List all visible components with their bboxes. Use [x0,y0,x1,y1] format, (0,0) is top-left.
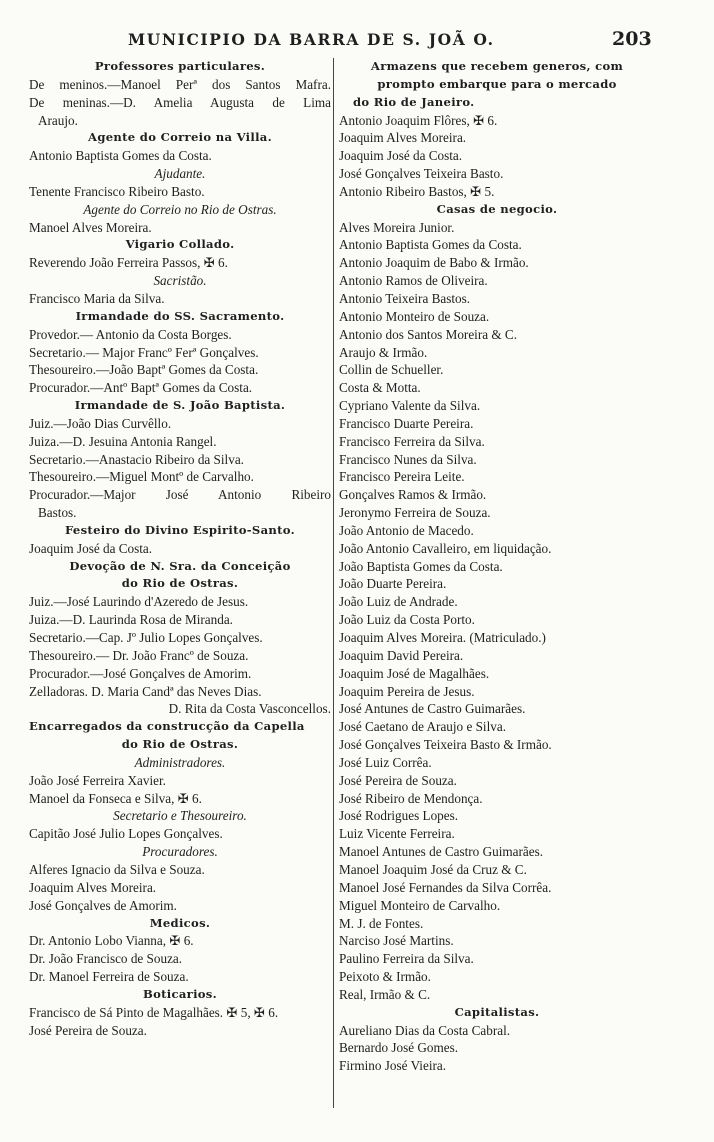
entry-line: José Gonçalves Teixeira Basto & Irmão. [339,737,552,753]
section-heading: Vigario Collado. [125,237,235,252]
subheading: Agente do Correio no Rio de Ostras. [83,201,277,217]
column-divider [333,58,334,1108]
subheading: Sacristão. [153,273,207,289]
entry-line: Antonio dos Santos Moreira & C. [339,326,518,342]
entry-line: Joaquim José de Magalhães. [339,665,490,681]
entry-line: Juiza.—D. Laurinda Rosa de Miranda. [29,612,233,628]
entry-line: Bernardo José Gomes. [339,1040,459,1056]
entry-line: Thesoureiro.—João Baptª Gomes da Costa. [29,362,259,378]
subheading: Secretario e Thesoureiro. [113,808,247,824]
entry-line: Thesoureiro.— Dr. João Francº de Souza. [29,647,249,663]
entry-line: Secretario.—Cap. Jº Julio Lopes Gonçalves. [29,630,263,645]
entry-line: Francisco de Sá Pinto de Magalhães. ✠ 5, ✠ 6. [29,1004,279,1020]
entry-line: Peixoto & Irmão. [339,969,431,985]
section-heading: Agente do Correio na Villa. [88,130,272,145]
entry-line: Antonio Baptista Gomes da Costa. [339,237,522,253]
entry-line: Dr. Manoel Ferreira de Souza. [29,969,189,985]
entry-line: Joaquim José da Costa. [339,148,463,164]
entry-line: José Pereira de Souza. [339,772,457,788]
section-heading: Irmandade do SS. Sacramento. [75,308,285,323]
section-heading: do Rio de Janeiro. [353,94,475,109]
left-column [29,58,331,1039]
entry-line: Capitão José Julio Lopes Gonçalves. [29,826,223,842]
section-heading: Boticarios. [143,986,217,1001]
entry-line: José Gonçalves de Amorim. [29,897,177,913]
section-heading: Casas de negocio. [436,201,558,216]
section-heading: Devoção de N. Sra. da Conceição [69,558,291,573]
entry-line: D. Rita da Costa Vasconcellos. [168,701,331,717]
section-heading: Armazens que recebem generos, com [370,59,624,73]
entry-line: João Luiz de Andrade. [339,594,458,610]
entry-line: Antonio Baptista Gomes da Costa. [29,148,212,164]
entry-line: De meninos.—Manoel Perª dos Santos Mafra. [29,76,331,92]
subheading: Procuradores. [142,844,218,860]
entry-line: Collin de Schueller. [339,362,444,378]
entry-line: Alves Moreira Junior. [339,219,455,235]
entry-line: Antonio Ribeiro Bastos, ✠ 5. [339,183,495,199]
entry-line: Dr. Antonio Lobo Vianna, ✠ 6. [29,933,194,949]
entry-line: José Gonçalves Teixeira Basto. [339,166,504,182]
entry-line: João Duarte Pereira. [339,576,447,592]
entry-line: Juiza.—D. Jesuina Antonia Rangel. [29,433,217,449]
entry-line: Francisco Ferreira da Silva. [339,433,485,449]
entry-line: Joaquim Alves Moreira. [29,879,157,895]
entry-line: Antonio Teixeira Bastos. [339,290,471,306]
entry-line: Real, Irmão & C. [339,986,431,1002]
entry-line: Secretario.—Anastacio Ribeiro da Silva. [29,451,244,467]
subheading: Ajudante. [154,166,206,182]
entry-line: Manoel Antunes de Castro Guimarães. [339,844,543,860]
entry-line: Luiz Vicente Ferreira. [339,826,455,842]
entry-line: Antonio Ramos de Oliveira. [339,273,488,289]
entry-line: Francisco Maria da Silva. [29,290,165,306]
entry-line: João Antonio Cavalleiro, em liquidação. [339,540,552,556]
entry-line: João Antonio de Macedo. [339,522,474,538]
entry-line: Antonio Monteiro de Souza. [339,308,490,324]
entry-line: Francisco Pereira Leite. [339,469,465,485]
entry-line: Francisco Duarte Pereira. [339,415,474,431]
section-heading: Professores particulares. [94,59,266,73]
entry-line: Antonio Joaquim de Babo & Irmão. [339,255,529,271]
section-heading: Festeiro do Divino Espirito-Santo. [65,522,295,537]
entry-line: Manoel José Fernandes da Silva Corrêa. [339,879,552,895]
entry-line: José Luiz Corrêa. [339,754,432,770]
entry-line: Juiz.—João Dias Curvêllo. [29,415,172,431]
entry-line: Miguel Monteiro de Carvalho. [339,897,501,913]
entry-line: Dr. João Francisco de Souza. [29,951,183,967]
entry-line: Procurador.—Antº Baptª Gomes da Costa. [29,380,253,396]
entry-line: João Luiz da Costa Porto. [339,612,475,628]
entry-line: Francisco Nunes da Silva. [339,451,477,467]
entry-line: Cypriano Valente da Silva. [339,398,481,414]
entry-line: José Pereira de Souza. [29,1022,147,1038]
entry-line: Joaquim José da Costa. [29,540,153,556]
section-heading: Capitalistas. [454,1004,540,1019]
entry-line: José Caetano de Araujo e Silva. [339,719,507,735]
entry-line: Joaquim David Pereira. [339,647,464,663]
section-heading: do Rio de Ostras. [121,576,239,591]
entry-line: Juiz.—José Laurindo d'Azeredo de Jesus. [29,594,249,610]
entry-line: Tenente Francisco Ribeiro Basto. [29,183,205,199]
entry-line: Aureliano Dias da Costa Cabral. [339,1022,511,1038]
section-heading: do Rio de Ostras. [121,737,239,752]
section-heading: Encarregados da construcção da Capella [29,719,305,734]
entry-line: José Antunes de Castro Guimarães. [339,701,526,717]
right-column [339,58,655,1075]
running-head: MUNICIPIO DA BARRA DE S. JOÃ O. [128,30,495,49]
entry-line: Antonio Joaquim Flôres, ✠ 6. [339,112,498,128]
entry-line: Araujo & Irmão. [339,344,428,360]
entry-line: Manoel Joaquim José da Cruz & C. [339,861,527,877]
entry-line: João José Ferreira Xavier. [29,772,166,788]
entry-line: Joaquim Alves Moreira. [339,130,467,146]
entry-line: Bastos. [38,505,77,521]
entry-line: João Baptista Gomes da Costa. [339,558,503,574]
entry-line: Costa & Motta. [339,380,421,396]
entry-line: Alferes Ignacio da Silva e Souza. [29,861,205,877]
entry-line: Procurador.—José Gonçalves de Amorim. [29,665,252,681]
entry-line: Zelladoras. D. Maria Candª das Neves Dias. [29,683,262,699]
entry-line: Reverendo João Ferreira Passos, ✠ 6. [29,255,228,271]
entry-line: Paulino Ferreira da Silva. [339,951,474,967]
entry-line: Gonçalves Ramos & Irmão. [339,487,487,503]
entry-line: Provedor.— Antonio da Costa Borges. [29,326,232,342]
entry-line: Secretario.— Major Francº Ferª Gonçalves. [29,344,259,360]
entry-line: José Ribeiro de Mendonça. [339,790,483,806]
entry-line: Joaquim Alves Moreira. (Matriculado.) [339,630,546,645]
section-heading: Irmandade de S. João Baptista. [74,398,286,413]
entry-line: De meninas.—D. Amelia Augusta de Lima [29,94,331,110]
page-number: 203 [612,28,652,50]
entry-line: José Rodrigues Lopes. [339,808,459,824]
entry-line: Joaquim Pereira de Jesus. [339,683,475,699]
entry-line: Procurador.—Major José Antonio Ribeiro [29,487,331,503]
entry-line: Thesoureiro.—Miguel Montº de Carvalho. [29,469,254,485]
entry-line: M. J. de Fontes. [339,915,424,931]
section-heading: Medicos. [149,915,211,930]
entry-line: Manoel da Fonseca e Silva, ✠ 6. [29,790,202,806]
entry-line: Jeronymo Ferreira de Souza. [339,505,491,521]
section-heading: prompto embarque para o mercado [377,76,617,91]
entry-line: Manoel Alves Moreira. [29,219,152,235]
entry-line: Araujo. [38,112,78,128]
subheading: Administradores. [134,754,226,770]
entry-line: Narciso José Martins. [339,933,454,949]
entry-line: Firmino José Vieira. [339,1058,447,1074]
